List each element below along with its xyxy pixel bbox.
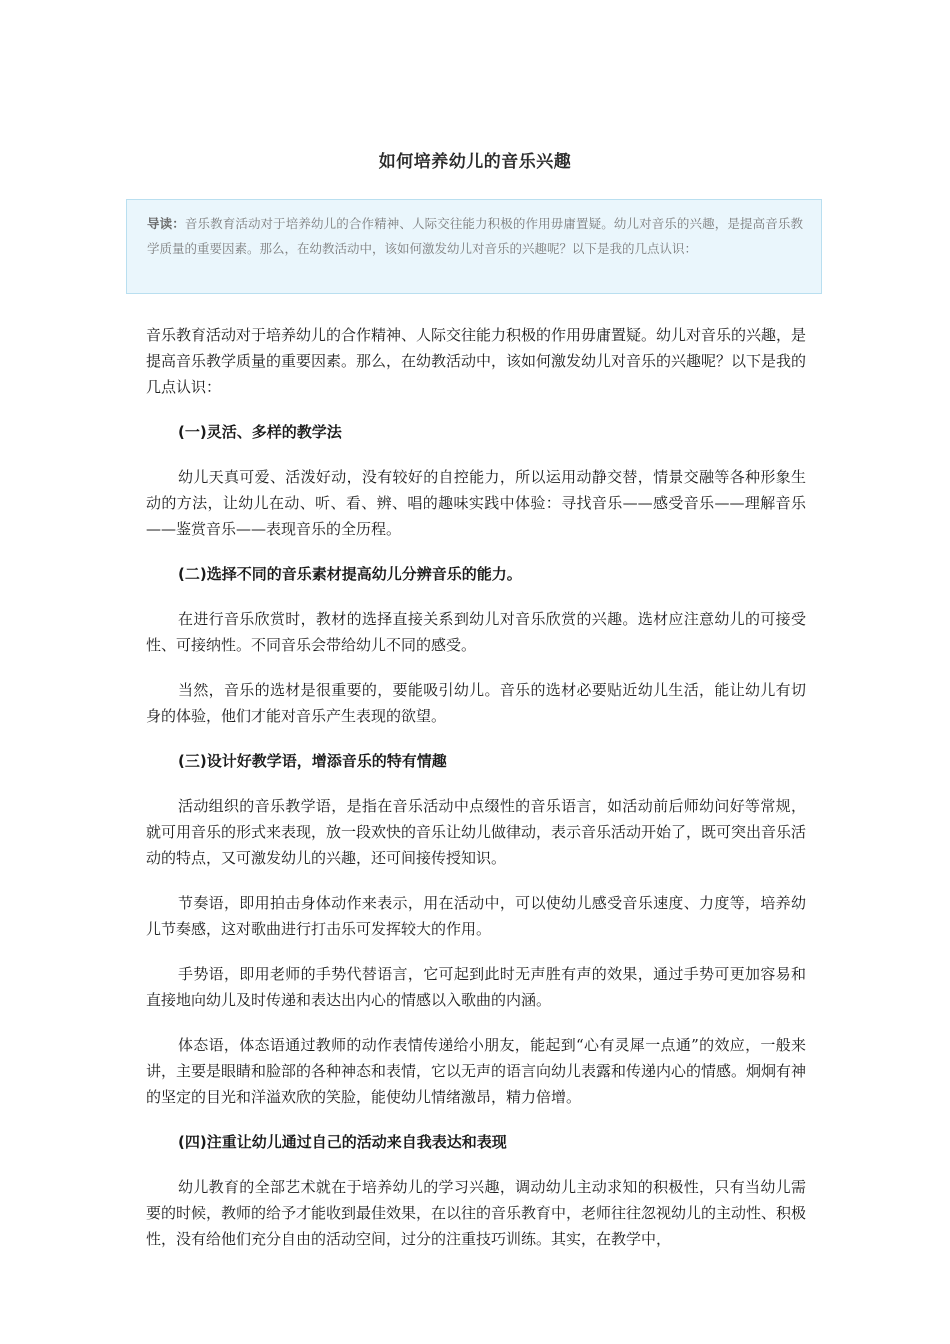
section-heading-1: (一)灵活、多样的教学法 (178, 423, 342, 441)
lead-label: 导读： (147, 216, 185, 231)
body-paragraph: 手势语，即用老师的手势代替语言，它可起到此时无声胜有声的效果，通过手势可更加容易和直接地向幼儿及时传递和表达出内心的情感以入歌曲的内涵。 (146, 965, 806, 1009)
body-paragraph: 当然，音乐的选材是很重要的，要能吸引幼儿。音乐的选材必要贴近幼儿生活，能让幼儿有切身的体验，他们才能对音乐产生表现的欲望。 (146, 681, 806, 725)
lead-text: 音乐教育活动对于培养幼儿的合作精神、人际交往能力积极的作用毋庸置疑。幼儿对音乐的兴趣，是提高音乐教学质量的重要因素。那么，在幼教活动中，该如何激发幼儿对音乐的兴趣呢？以下是我的几点认识： (147, 216, 803, 256)
body-paragraph: 活动组织的音乐教学语，是指在音乐活动中点缀性的音乐语言，如活动前后师幼问好等常规，就可用音乐的形式来表现，放一段欢快的音乐让幼儿做律动，表示音乐活动开始了，既可突出音乐活动的特点，又可激发幼儿的兴趣，还可间接传授知识。 (146, 797, 807, 867)
section-heading-2: (二)选择不同的音乐素材提高幼儿分辨音乐的能力。 (178, 565, 522, 583)
body-paragraph: 在进行音乐欣赏时，教材的选择直接关系到幼儿对音乐欣赏的兴趣。选材应注意幼儿的可接受性、可接纳性。不同音乐会带给幼儿不同的感受。 (146, 610, 806, 654)
body-paragraph: 节奏语，即用拍击身体动作来表示，用在活动中，可以使幼儿感受音乐速度、力度等，培养幼儿节奏感，这对歌曲进行打击乐可发挥较大的作用。 (146, 894, 806, 938)
section-heading-3: (三)设计好教学语，增添音乐的特有情趣 (178, 752, 447, 770)
section-heading-4: (四)注重让幼儿通过自己的活动来自我表达和表现 (178, 1133, 507, 1151)
lead-summary-box (126, 199, 822, 294)
body-paragraph: 幼儿教育的全部艺术就在于培养幼儿的学习兴趣，调动幼儿主动求知的积极性，只有当幼儿需要的时候，教师的给予才能收到最佳效果，在以往的音乐教育中，老师往往忽视幼儿的主动性、积极性，没有给他们充分自由的活动空间，过分的注重技巧训练。其实，在教学中， (146, 1178, 807, 1248)
intro-paragraph: 音乐教育活动对于培养幼儿的合作精神、人际交往能力积极的作用毋庸置疑。幼儿对音乐的兴趣，是提高音乐教学质量的重要因素。那么，在幼教活动中，该如何激发幼儿对音乐的兴趣呢？以下是我的几点认识： (146, 326, 807, 396)
article-body (146, 322, 806, 1271)
body-paragraph: 幼儿天真可爱、活泼好动，没有较好的自控能力，所以运用动静交替，情景交融等各种形象生动的方法，让幼儿在动、听、看、辨、唱的趣味实践中体验：寻找音乐——感受音乐——理解音乐——鉴赏音乐——表现音乐的全历程。 (146, 468, 806, 538)
body-paragraph: 体态语，体态语通过教师的动作表情传递给小朋友，能起到“心有灵犀一点通”的效应，一般来讲，主要是眼睛和脸部的各种神态和表情，它以无声的语言向幼儿表露和传递内心的情感。炯炯有神的坚定的目光和洋溢欢欣的笑脸，能使幼儿情绪激昂，精力倍增。 (146, 1036, 807, 1106)
document-title: 如何培养幼儿的音乐兴趣 (378, 152, 572, 172)
